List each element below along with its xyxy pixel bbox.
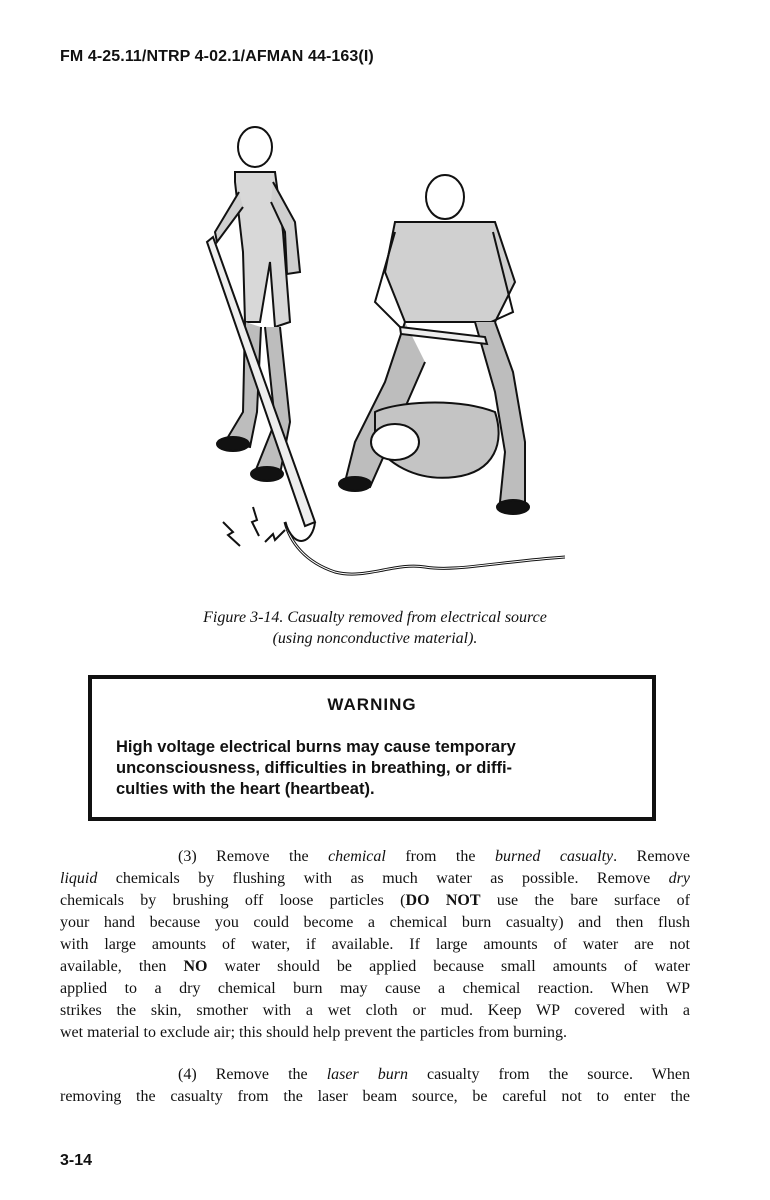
para3-line-5: with large amounts of water, if available. If large amounts of water are not <box>60 936 690 953</box>
figure-caption <box>60 607 690 649</box>
warning-line-1: High voltage electrical burns may cause temporary <box>116 738 516 756</box>
para3-line-4: your hand because you could become a chemical burn casualty) and then flush <box>60 914 690 931</box>
para3-line-8: strikes the skin, smother with a wet cloth or mud. Keep WP covered with a <box>60 1002 690 1019</box>
para3-line-7: applied to a dry chemical burn may cause a chemical reaction. When WP <box>60 980 690 997</box>
warning-title: WARNING <box>327 695 417 714</box>
para4-line-2: removing the casualty from the laser beam source, be careful not to enter the <box>60 1088 690 1105</box>
paragraph-4 <box>60 1064 690 1108</box>
caption-line-2: (using nonconductive material). <box>272 630 478 647</box>
para3-line-6: available, then NO water should be applied because small amounts of water <box>60 958 690 975</box>
para3-line-3: chemicals by brushing off loose particles (DO NOT use the bare surface of <box>60 892 691 909</box>
caption-line-1: Figure 3-14. Casualty removed from electrical source <box>203 609 547 626</box>
page-number: 3-14 <box>60 1152 93 1169</box>
para3-line-1: (3) Remove the chemical from the burned casualty. Remove <box>178 848 691 865</box>
warning-line-3: culties with the heart (heartbeat). <box>116 780 375 798</box>
warning-box <box>88 675 656 821</box>
paragraph-3 <box>60 846 690 1044</box>
warning-text <box>116 737 636 800</box>
warning-line-2: unconsciousness, difficulties in breathing, or diffi- <box>116 759 513 777</box>
para4-line-1: (4) Remove the laser burn casualty from the source. When <box>178 1066 690 1083</box>
para3-line-9: wet material to exclude air; this should help prevent the particles from burning. <box>60 1024 567 1041</box>
document-header: FM 4-25.11/NTRP 4-02.1/AFMAN 44-163(I) <box>60 48 374 65</box>
casualty-rescue-illustration <box>195 122 565 592</box>
soldier-with-pole <box>207 127 315 541</box>
soldier-dragging-casualty <box>339 175 529 514</box>
figure-illustration <box>195 122 565 592</box>
para3-line-2: liquid chemicals by flushing with as much water as possible. Remove dry <box>60 870 690 887</box>
